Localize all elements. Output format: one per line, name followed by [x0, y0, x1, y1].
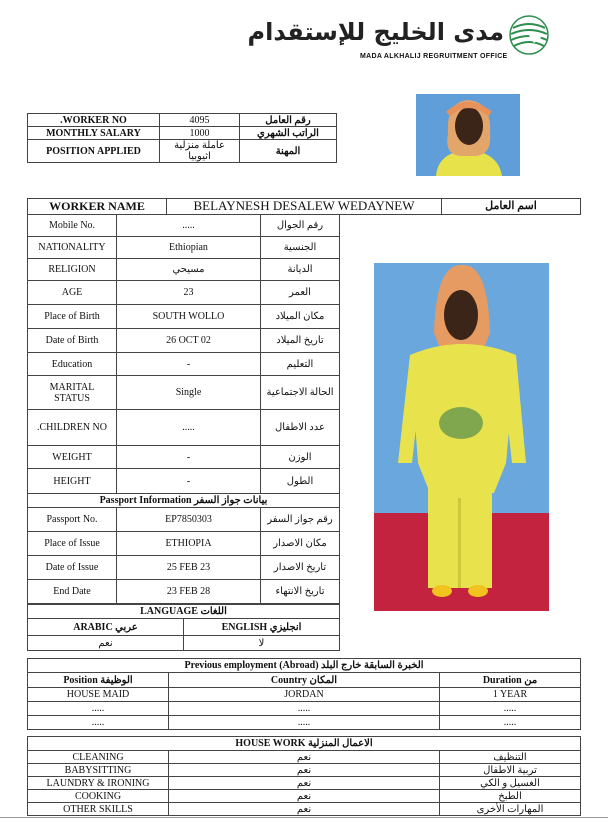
worker-name-value: BELAYNESH DESALEW WEDAYNEW [167, 199, 442, 215]
housework-table [27, 736, 581, 816]
employment-country: ..... [169, 702, 440, 716]
detail-value: - [117, 446, 261, 469]
logo-english-text: MADA ALKHALIJ REGRUITMENT OFFICE [360, 53, 508, 60]
passport-arabic-label: تاريخ الانتهاء [261, 580, 340, 604]
top-info-label: .WORKER NO [28, 114, 160, 127]
passport-title: Passport Information بيانات جواز السفر [28, 494, 340, 508]
top-info-value: 4095 [160, 114, 240, 127]
employment-row [28, 716, 581, 730]
housework-label: CLEANING [28, 751, 169, 764]
details-table [27, 214, 340, 494]
passport-arabic-label: رقم جواز السفر [261, 508, 340, 532]
detail-label: HEIGHT [28, 469, 117, 494]
detail-row [28, 376, 340, 410]
detail-row [28, 215, 340, 237]
detail-row [28, 329, 340, 353]
detail-arabic-label: عدد الاطفال [261, 410, 340, 446]
detail-row [28, 446, 340, 469]
detail-arabic-label: التعليم [261, 353, 340, 376]
housework-row [28, 751, 581, 764]
detail-value: مسيحي [117, 259, 261, 281]
detail-arabic-label: الحالة الاجتماعية [261, 376, 340, 410]
detail-arabic-label: الطول [261, 469, 340, 494]
language-arabic-value: نعم [28, 636, 184, 651]
detail-label: Mobile No. [28, 215, 117, 237]
housework-label: COOKING [28, 790, 169, 803]
footer-divider [0, 817, 608, 818]
detail-row [28, 410, 340, 446]
housework-value: نعم [169, 803, 440, 816]
passport-row [28, 556, 340, 580]
passport-row [28, 508, 340, 532]
passport-label: Passport No. [28, 508, 117, 532]
passport-label: Place of Issue [28, 532, 117, 556]
housework-arabic-label: الغسيل و الكي [440, 777, 581, 790]
housework-row [28, 764, 581, 777]
top-info-arabic-label: رقم العامل [240, 114, 337, 127]
employment-table [27, 658, 581, 730]
employment-country: JORDAN [169, 688, 440, 702]
detail-label: Education [28, 353, 117, 376]
detail-label: RELIGION [28, 259, 117, 281]
logo-globe-icon [508, 14, 550, 56]
housework-value: نعم [169, 751, 440, 764]
housework-label: OTHER SKILLS [28, 803, 169, 816]
employment-header-position: Position الوظيفة [28, 673, 169, 688]
employment-header-country: Country المكان [169, 673, 440, 688]
detail-label: WEIGHT [28, 446, 117, 469]
passport-row [28, 580, 340, 604]
passport-value: EP7850303 [117, 508, 261, 532]
detail-label: NATIONALITY [28, 237, 117, 259]
top-info-arabic-label: المهنة [240, 140, 337, 163]
worker-name-arabic-label: اسم العامل [442, 199, 581, 215]
housework-arabic-label: تربية الاطفال [440, 764, 581, 777]
detail-label: AGE [28, 281, 117, 305]
housework-value: نعم [169, 790, 440, 803]
detail-arabic-label: مكان الميلاد [261, 305, 340, 329]
language-table [27, 604, 340, 651]
housework-arabic-label: المهارات الأخرى [440, 803, 581, 816]
top-info-arabic-label: الراتب الشهري [240, 127, 337, 140]
passport-value: ETHIOPIA [117, 532, 261, 556]
employment-position: HOUSE MAID [28, 688, 169, 702]
housework-title: HOUSE WORK الاعمال المنزلية [28, 737, 581, 751]
employment-row [28, 688, 581, 702]
detail-row [28, 353, 340, 376]
passport-arabic-label: مكان الاصدار [261, 532, 340, 556]
detail-row [28, 305, 340, 329]
employment-position: ..... [28, 702, 169, 716]
top-info-value: 1000 [160, 127, 240, 140]
detail-value: - [117, 469, 261, 494]
employment-row [28, 702, 581, 716]
passport-label: End Date [28, 580, 117, 604]
top-info-value: عاملة منزلية اثيوبيا [160, 140, 240, 163]
employment-duration: 1 YEAR [440, 688, 581, 702]
employment-position: ..... [28, 716, 169, 730]
language-english-label: ENGLISH انجليزي [184, 619, 340, 636]
detail-arabic-label: العمر [261, 281, 340, 305]
detail-value: Single [117, 376, 261, 410]
passport-label: Date of Issue [28, 556, 117, 580]
employment-header-duration: Duration من [440, 673, 581, 688]
detail-arabic-label: الوزن [261, 446, 340, 469]
housework-arabic-label: التنظيف [440, 751, 581, 764]
detail-value: SOUTH WOLLO [117, 305, 261, 329]
top-info-label: MONTHLY SALARY [28, 127, 160, 140]
housework-label: LAUNDRY & IRONING [28, 777, 169, 790]
detail-value: - [117, 353, 261, 376]
top-info-row [28, 114, 337, 127]
worker-name-row [28, 199, 581, 215]
detail-value: 26 OCT 02 [117, 329, 261, 353]
detail-row [28, 281, 340, 305]
top-info-table [27, 113, 337, 163]
housework-arabic-label: الطبخ [440, 790, 581, 803]
worker-photo-small [416, 94, 520, 176]
detail-label: Place of Birth [28, 305, 117, 329]
top-info-label: POSITION APPLIED [28, 140, 160, 163]
language-title: LANGUAGE اللغات [28, 605, 340, 619]
language-arabic-label: ARABIC عربي [28, 619, 184, 636]
housework-row [28, 803, 581, 816]
passport-value: 23 FEB 28 [117, 580, 261, 604]
passport-table [27, 493, 340, 604]
header-logo [247, 12, 550, 64]
employment-duration: ..... [440, 702, 581, 716]
housework-value: نعم [169, 764, 440, 777]
detail-value: ..... [117, 215, 261, 237]
worker-name-table [27, 198, 581, 215]
detail-value: Ethiopian [117, 237, 261, 259]
detail-value: 23 [117, 281, 261, 305]
detail-arabic-label: تاريخ الميلاد [261, 329, 340, 353]
passport-value: 25 FEB 23 [117, 556, 261, 580]
detail-row [28, 237, 340, 259]
housework-value: نعم [169, 777, 440, 790]
detail-value: ..... [117, 410, 261, 446]
language-english-value: لا [184, 636, 340, 651]
worker-name-label: WORKER NAME [28, 199, 167, 215]
passport-row [28, 532, 340, 556]
detail-arabic-label: رقم الجوال [261, 215, 340, 237]
detail-label: .CHILDREN NO [28, 410, 117, 446]
detail-arabic-label: الديانة [261, 259, 340, 281]
employment-country: ..... [169, 716, 440, 730]
detail-row [28, 469, 340, 494]
top-info-row [28, 127, 337, 140]
housework-label: BABYSITTING [28, 764, 169, 777]
employment-title: Previous employment (Abroad) الخبرة السابقة خارج البلد [28, 659, 581, 673]
housework-row [28, 790, 581, 803]
detail-arabic-label: الجنسية [261, 237, 340, 259]
worker-photo-large [374, 263, 549, 611]
detail-label: MARITAL STATUS [28, 376, 117, 410]
passport-arabic-label: تاريخ الاصدار [261, 556, 340, 580]
housework-row [28, 777, 581, 790]
top-info-row [28, 140, 337, 163]
detail-label: Date of Birth [28, 329, 117, 353]
detail-row [28, 259, 340, 281]
logo-arabic-text: مدى الخليج للإستقدام [247, 18, 504, 46]
employment-duration: ..... [440, 716, 581, 730]
